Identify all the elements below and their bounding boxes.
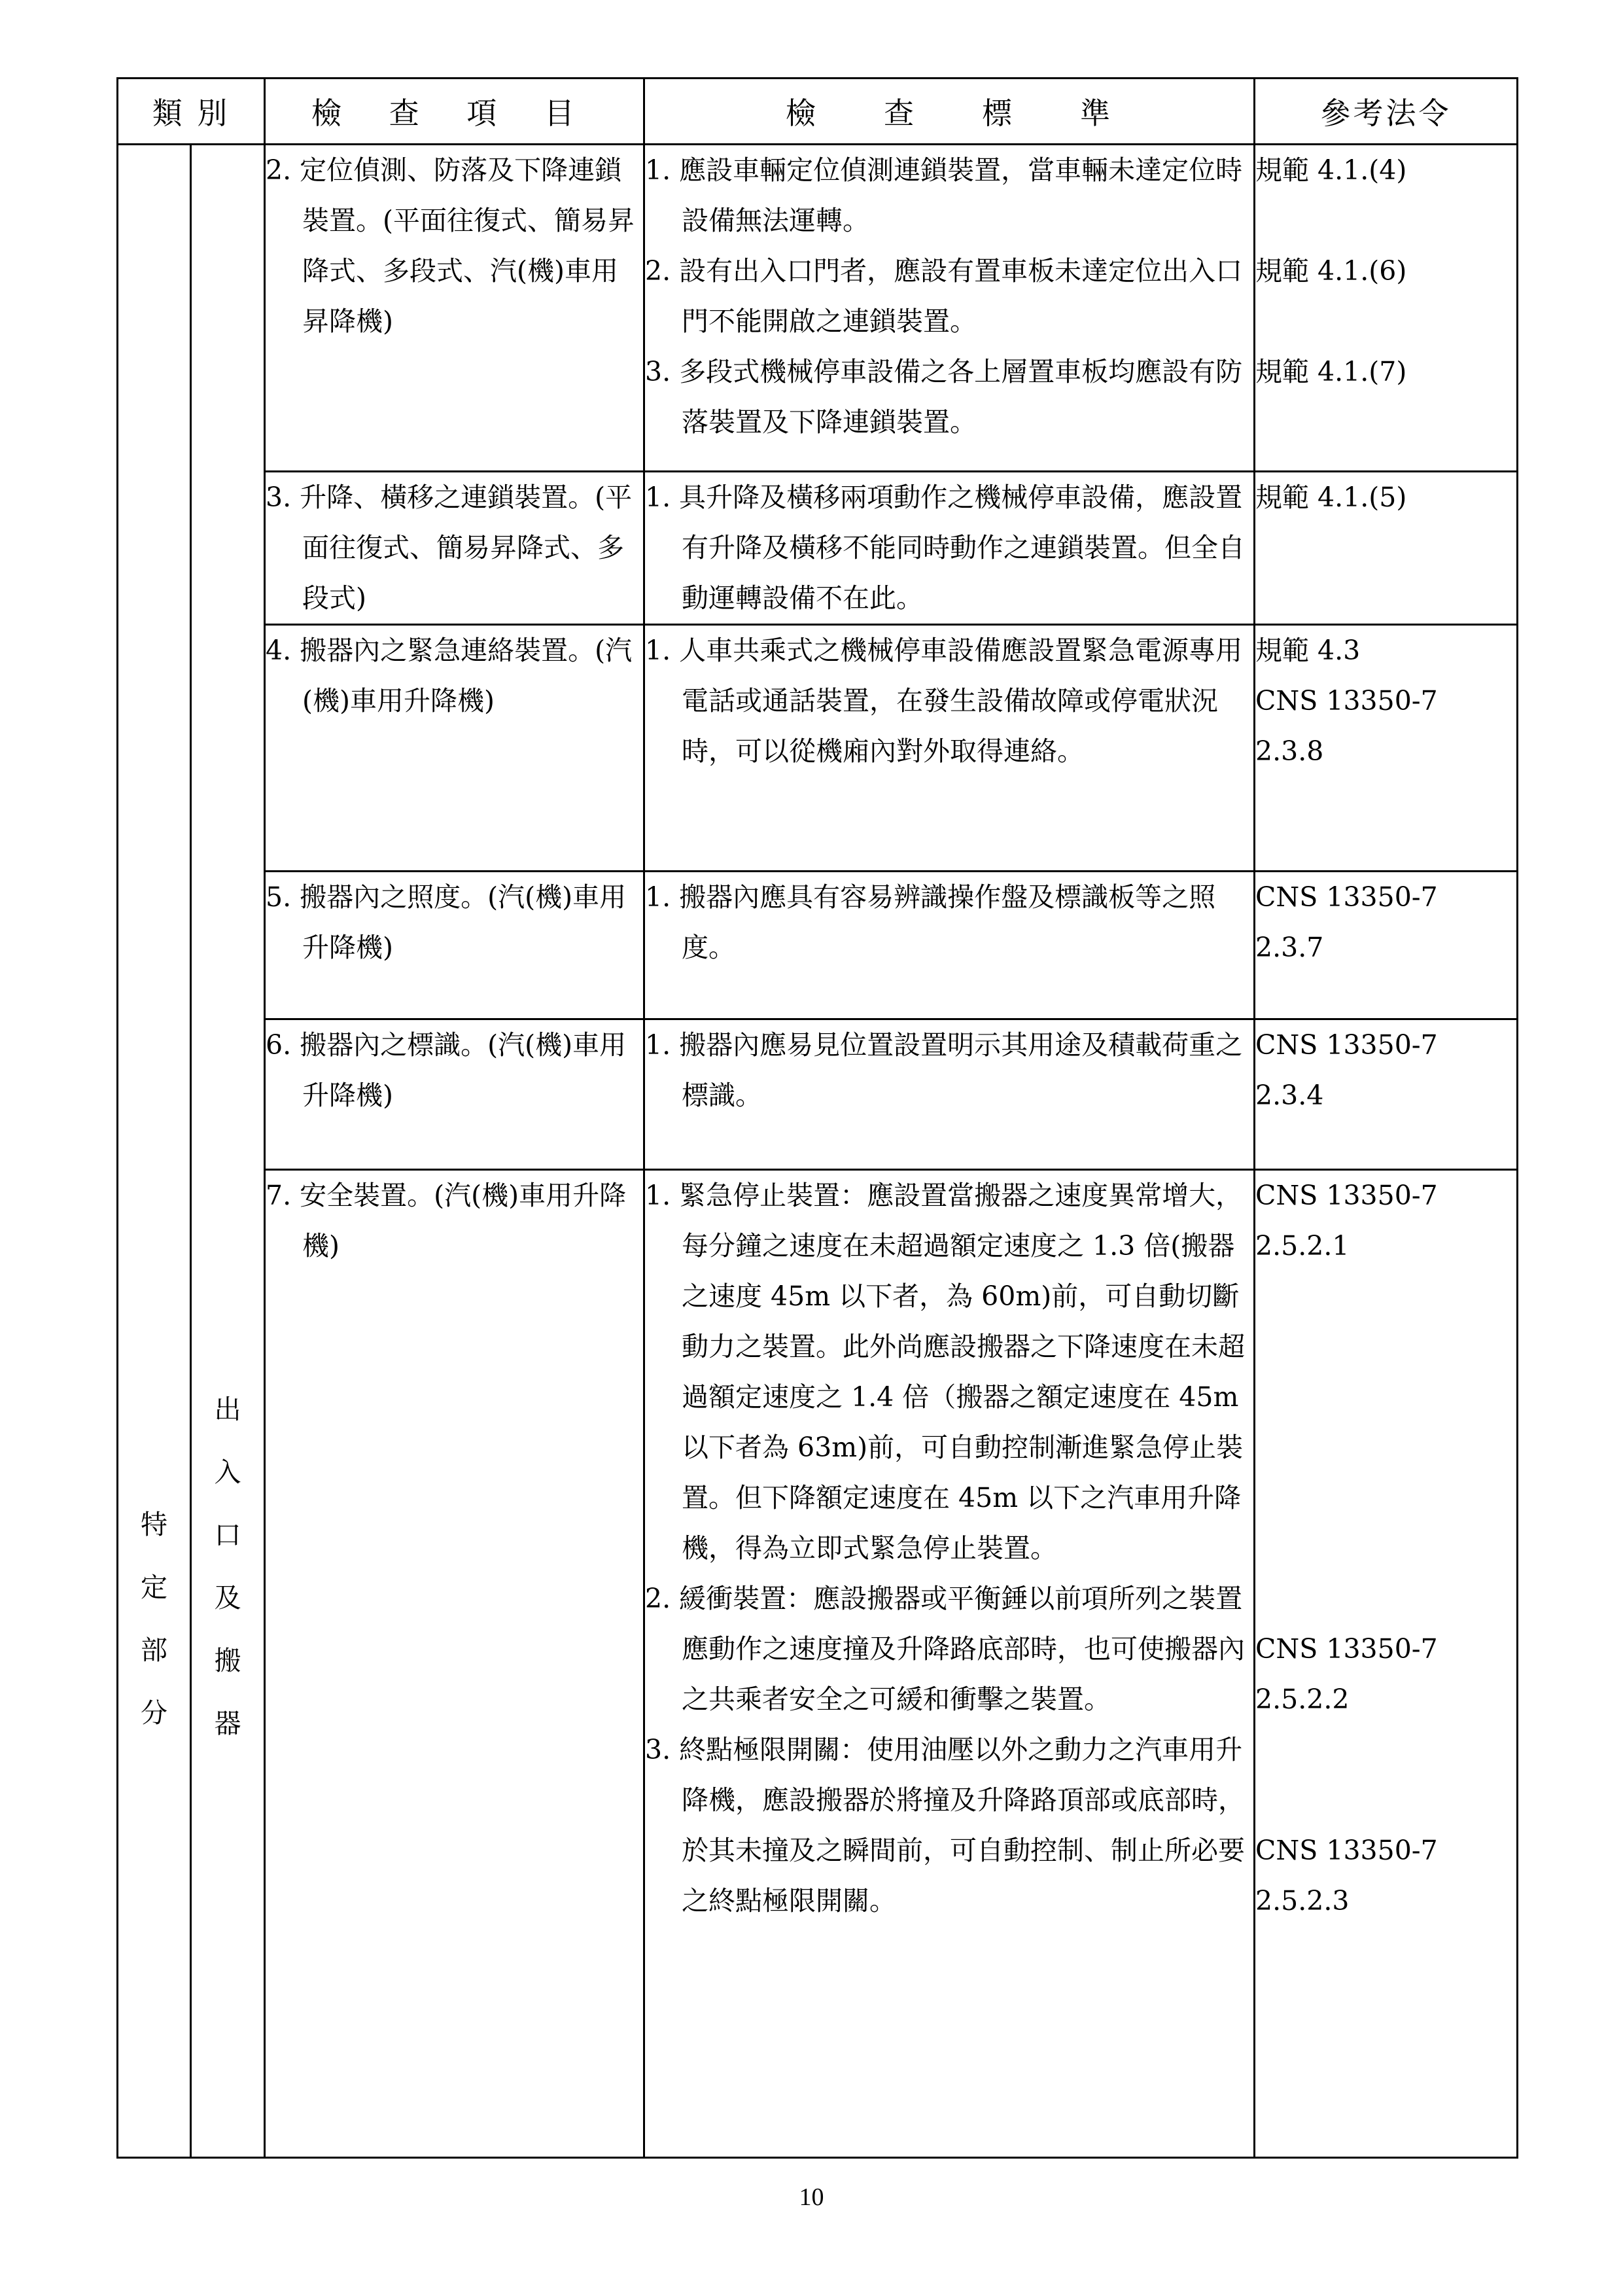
law-cell bbox=[1255, 472, 1518, 625]
criteria-text: 2. 緩衝裝置：應設搬器或平衡錘以前項所列之裝置應動作之速度撞及升降路底部時，也可使搬器內之共乘者安全之可緩和衝擊之裝置。 bbox=[645, 1583, 1245, 1715]
header-law: 參考法令 bbox=[1255, 79, 1518, 145]
law-text: CNS 13350-7 bbox=[1255, 1180, 1438, 1211]
law-text: CNS 13350-7 bbox=[1255, 1633, 1438, 1665]
category-main-char: 定 bbox=[141, 1572, 167, 1603]
table-row bbox=[118, 472, 1518, 625]
criteria-cell bbox=[644, 872, 1255, 1019]
category-sub-char: 口 bbox=[214, 1519, 241, 1551]
item-text: 2. 定位偵測、防落及下降連鎖裝置。(平面往復式、簡易昇降式、多段式、汽(機)車用昇降機) bbox=[266, 154, 635, 337]
law-text: 2.5.2.2 bbox=[1255, 1684, 1350, 1715]
law-cell bbox=[1255, 1170, 1518, 2158]
category-main-char: 部 bbox=[141, 1634, 167, 1666]
criteria-cell bbox=[644, 1170, 1255, 2158]
page-number: 10 bbox=[799, 2183, 824, 2211]
table-row bbox=[118, 1170, 1518, 2158]
item-text: 4. 搬器內之緊急連絡裝置。(汽(機)車用升降機) bbox=[266, 635, 633, 716]
law-text: CNS 13350-7 bbox=[1255, 1029, 1438, 1061]
category-main-char: 分 bbox=[141, 1697, 167, 1729]
law-text: CNS 13350-7 bbox=[1255, 881, 1438, 913]
criteria-text: 1. 具升降及橫移兩項動作之機械停車設備，應設置有升降及橫移不能同時動作之連鎖裝置。但全自動運轉設備不在此。 bbox=[645, 482, 1245, 614]
item-text: 3. 升降、橫移之連鎖裝置。(平面往復式、簡易昇降式、多段式) bbox=[266, 482, 633, 614]
category-sub-cell bbox=[191, 145, 265, 2158]
criteria-text: 1. 應設車輛定位偵測連鎖裝置，當車輛未達定位時設備無法運轉。 bbox=[645, 154, 1243, 236]
criteria-text: 3. 終點極限開關：使用油壓以外之動力之汽車用升降機，應設搬器於將撞及升降路頂部或底部時，於其未撞及之瞬間前，可自動控制、制止所必要之終點極限開關。 bbox=[645, 1734, 1245, 1916]
criteria-text: 2. 設有出入口門者，應設有置車板未達定位出入口門不能開啟之連鎖裝置。 bbox=[645, 255, 1243, 337]
law-text: 規範 4.3 bbox=[1255, 635, 1361, 666]
law-text: 2.5.2.1 bbox=[1255, 1230, 1350, 1262]
law-cell bbox=[1255, 872, 1518, 1019]
category-main-cell bbox=[118, 145, 191, 2158]
law-text: 規範 4.1.(5) bbox=[1255, 482, 1407, 513]
criteria-text: 1. 搬器內應具有容易辨識操作盤及標識板等之照度。 bbox=[645, 881, 1216, 963]
law-text: CNS 13350-7 bbox=[1255, 1835, 1438, 1866]
law-text: 2.3.8 bbox=[1255, 735, 1324, 767]
criteria-cell bbox=[644, 625, 1255, 872]
law-text: 規範 4.1.(4) bbox=[1255, 154, 1407, 186]
criteria-text: 3. 多段式機械停車設備之各上層置車板均應設有防落裝置及下降連鎖裝置。 bbox=[645, 356, 1243, 438]
category-sub-char: 及 bbox=[214, 1582, 241, 1614]
category-sub-char: 器 bbox=[214, 1708, 241, 1739]
table-row bbox=[118, 625, 1518, 872]
law-text: CNS 13350-7 bbox=[1255, 685, 1438, 716]
law-cell bbox=[1255, 625, 1518, 872]
header-item: 檢 查 項 目 bbox=[265, 79, 644, 145]
criteria-cell bbox=[644, 472, 1255, 625]
law-text: 規範 4.1.(6) bbox=[1255, 255, 1407, 287]
law-cell bbox=[1255, 145, 1518, 472]
criteria-cell bbox=[644, 145, 1255, 472]
law-text: 2.5.2.3 bbox=[1255, 1885, 1350, 1916]
item-text: 7. 安全裝置。(汽(機)車用升降機) bbox=[266, 1180, 627, 1262]
criteria-text: 1. 人車共乘式之機械停車設備應設置緊急電源專用電話或通話裝置，在發生設備故障或停電狀況時，可以從機廂內對外取得連絡。 bbox=[645, 635, 1243, 767]
category-sub-char: 搬 bbox=[214, 1645, 241, 1676]
law-text: 2.3.7 bbox=[1255, 932, 1324, 963]
table-row bbox=[118, 145, 1518, 472]
criteria-cell bbox=[644, 1019, 1255, 1170]
header-standard: 檢 查 標 準 bbox=[644, 79, 1255, 145]
item-text: 5. 搬器內之照度。(汽(機)車用升降機) bbox=[266, 881, 627, 963]
criteria-text: 1. 搬器內應易見位置設置明示其用途及積載荷重之標識。 bbox=[645, 1029, 1243, 1111]
inspection-table bbox=[116, 77, 1518, 2159]
table-row bbox=[118, 1019, 1518, 1170]
table-header-row bbox=[118, 79, 1518, 145]
header-category: 類 別 bbox=[118, 79, 265, 145]
law-cell bbox=[1255, 1019, 1518, 1170]
law-text: 規範 4.1.(7) bbox=[1255, 356, 1407, 387]
law-text: 2.3.4 bbox=[1255, 1080, 1324, 1111]
item-text: 6. 搬器內之標識。(汽(機)車用升降機) bbox=[266, 1029, 627, 1111]
table-row bbox=[118, 872, 1518, 1019]
category-sub-char: 出 bbox=[214, 1394, 241, 1425]
category-sub-char: 入 bbox=[214, 1457, 241, 1488]
category-main-char: 特 bbox=[141, 1509, 167, 1540]
criteria-text: 1. 緊急停止裝置：應設置當搬器之速度異常增大，每分鐘之速度在未超過額定速度之 1.3 倍(搬器之速度 45m 以下者，為 60m)前，可自動切斷動力之裝置。此外尚應設搬器之下降速度在未超過額定速度之 1.4 倍（搬器之額定速度在 45m 以下者為 63m)前，可自動控制漸進緊急停止裝置。但下降額定速度在 45m 以下之汽車用升降機，得為立即式緊急停止裝置。 bbox=[645, 1180, 1245, 1564]
